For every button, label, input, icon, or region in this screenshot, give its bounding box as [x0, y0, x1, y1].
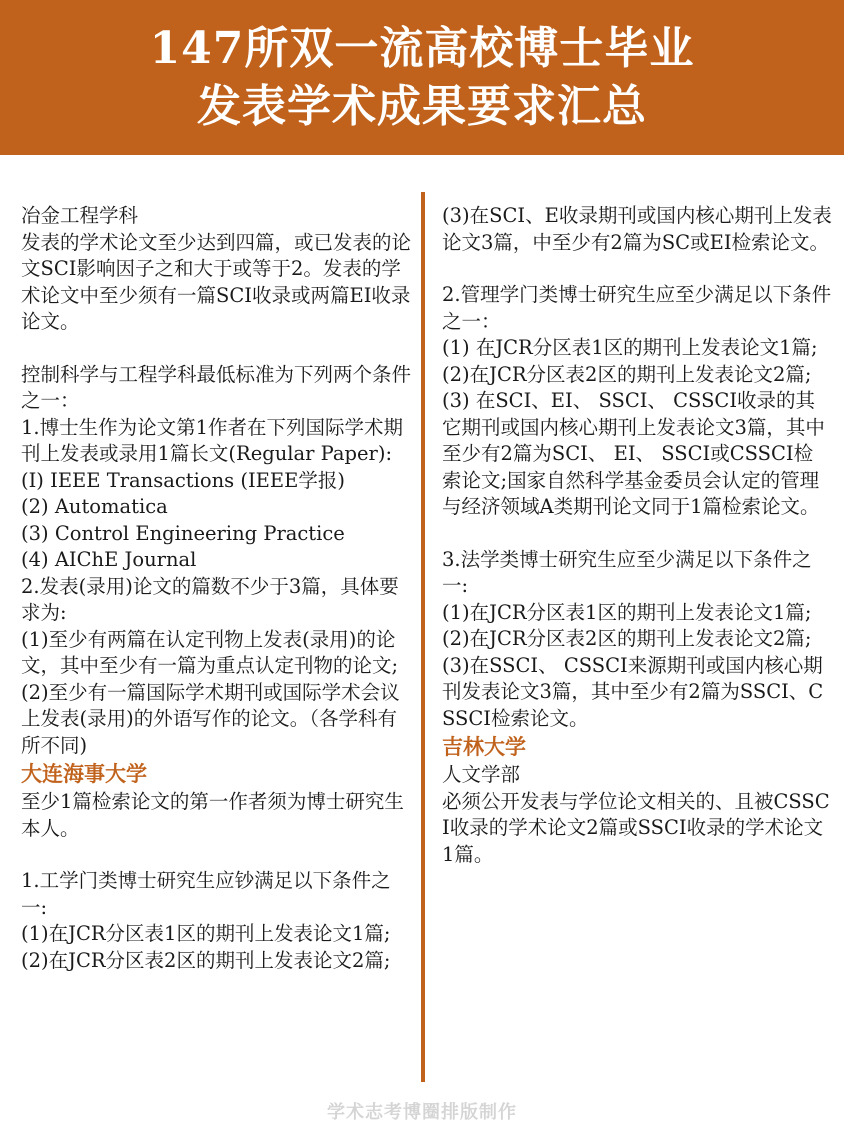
title-banner — [0, 0, 844, 155]
text-line: (1) 在JCR分区表1区的期刊上发表论文1篇; — [442, 336, 818, 359]
text-line: (1)在JCR分区表1区的期刊上发表论文1篇; — [442, 600, 812, 624]
text-line: 2.发表(录用)论文的篇数不少于3篇，具体要求为: — [21, 574, 399, 624]
text-line: (1)至少有两篇在认定刊物上发表(录用)的论文，其中至少有一篇为重点认定刊物的论文; — [21, 627, 399, 677]
school-heading: 大连海事大学 — [21, 761, 147, 786]
text-line: (3)在SSCI、 CSSCI来源期刊或国内核心期刊发表论文3篇，其中至少有2篇为SSCI、CSSCI检索论文。 — [442, 653, 824, 730]
text-line: (2)在JCR分区表2区的期刊上发表论文2篇; — [442, 362, 812, 386]
title-line-1: 147所双一流高校博士毕业 — [149, 22, 695, 74]
text-line: 控制科学与工程学科最低标准为下列两个条件之一： — [21, 362, 412, 412]
text-line: 2.管理学门类博士研究生应至少满足以下条件之一： — [442, 283, 832, 333]
school-heading: 吉林大学 — [442, 734, 526, 759]
column-divider — [421, 192, 425, 1082]
text-line: 人文学部 — [442, 763, 521, 786]
text-line: (3) Control Engineering Practice — [21, 521, 345, 545]
text-line: 冶金工程学科 — [21, 204, 139, 227]
text-line: 3.法学类博士研究生应至少满足以下条件之一: — [442, 547, 812, 597]
right-column — [442, 203, 832, 868]
text-line: (I) IEEE Transactions (IEEE学报) — [21, 468, 345, 492]
text-line: 必须公开发表与学位论文相关的、且被CSSCI收录的学术论文2篇或SSCI收录的学术论文1篇。 — [442, 789, 830, 866]
left-column — [21, 203, 413, 974]
title-line-2: 发表学术成果要求汇总 — [197, 80, 647, 132]
text-line: (2)在JCR分区表2区的期刊上发表论文2篇; — [442, 627, 812, 650]
text-line: (2)至少有一篇国际学术期刊或国际学术会议上发表(录用)的外语写作的论文。（各学科有所不同) — [21, 680, 400, 757]
text-line: (4) AIChE Journal — [21, 548, 197, 571]
text-line: 1.工学门类博士研究生应钞满足以下条件之一: — [21, 869, 391, 919]
text-line: (2) Automatica — [21, 495, 168, 518]
text-line: (1)在JCR分区表1区的期刊上发表论文1篇; — [21, 922, 391, 945]
text-line: 至少1篇检索论文的第一作者须为博士研究生本人。 — [21, 790, 404, 840]
text-line: 发表的学术论文至少达到四篇，或已发表的论文SCI影响因子之和大于或等于2。发表的学术论文中至少须有一篇SCI收录或两篇EI收录论文。 — [21, 230, 412, 333]
text-line: (3) 在SCI、EI、 SSCI、 CSSCI收录的其它期刊或国内核心期刊上发表论文3篇，其中至少有2篇为SCI、 EI、 SSCI或CSSCI检索论文;国家自然科学基金委员会认定的管理与经济领域A类期刊论文同于1篇检索论文。 — [442, 389, 825, 518]
text-line: (2)在JCR分区表2区的期刊上发表论文2篇; — [21, 948, 391, 972]
text-line: (3)在SCI、E收录期刊或国内核心期刊上发表论文3篇，中至少有2篇为SC或EI检索论文。 — [442, 204, 832, 254]
text-line: 1.博士生作为论文第1作者在下列国际学术期刊上发表或录用1篇长文(Regular Paper): — [21, 415, 404, 465]
footer-watermark: 学术志考博圈排版制作 — [327, 1102, 517, 1123]
